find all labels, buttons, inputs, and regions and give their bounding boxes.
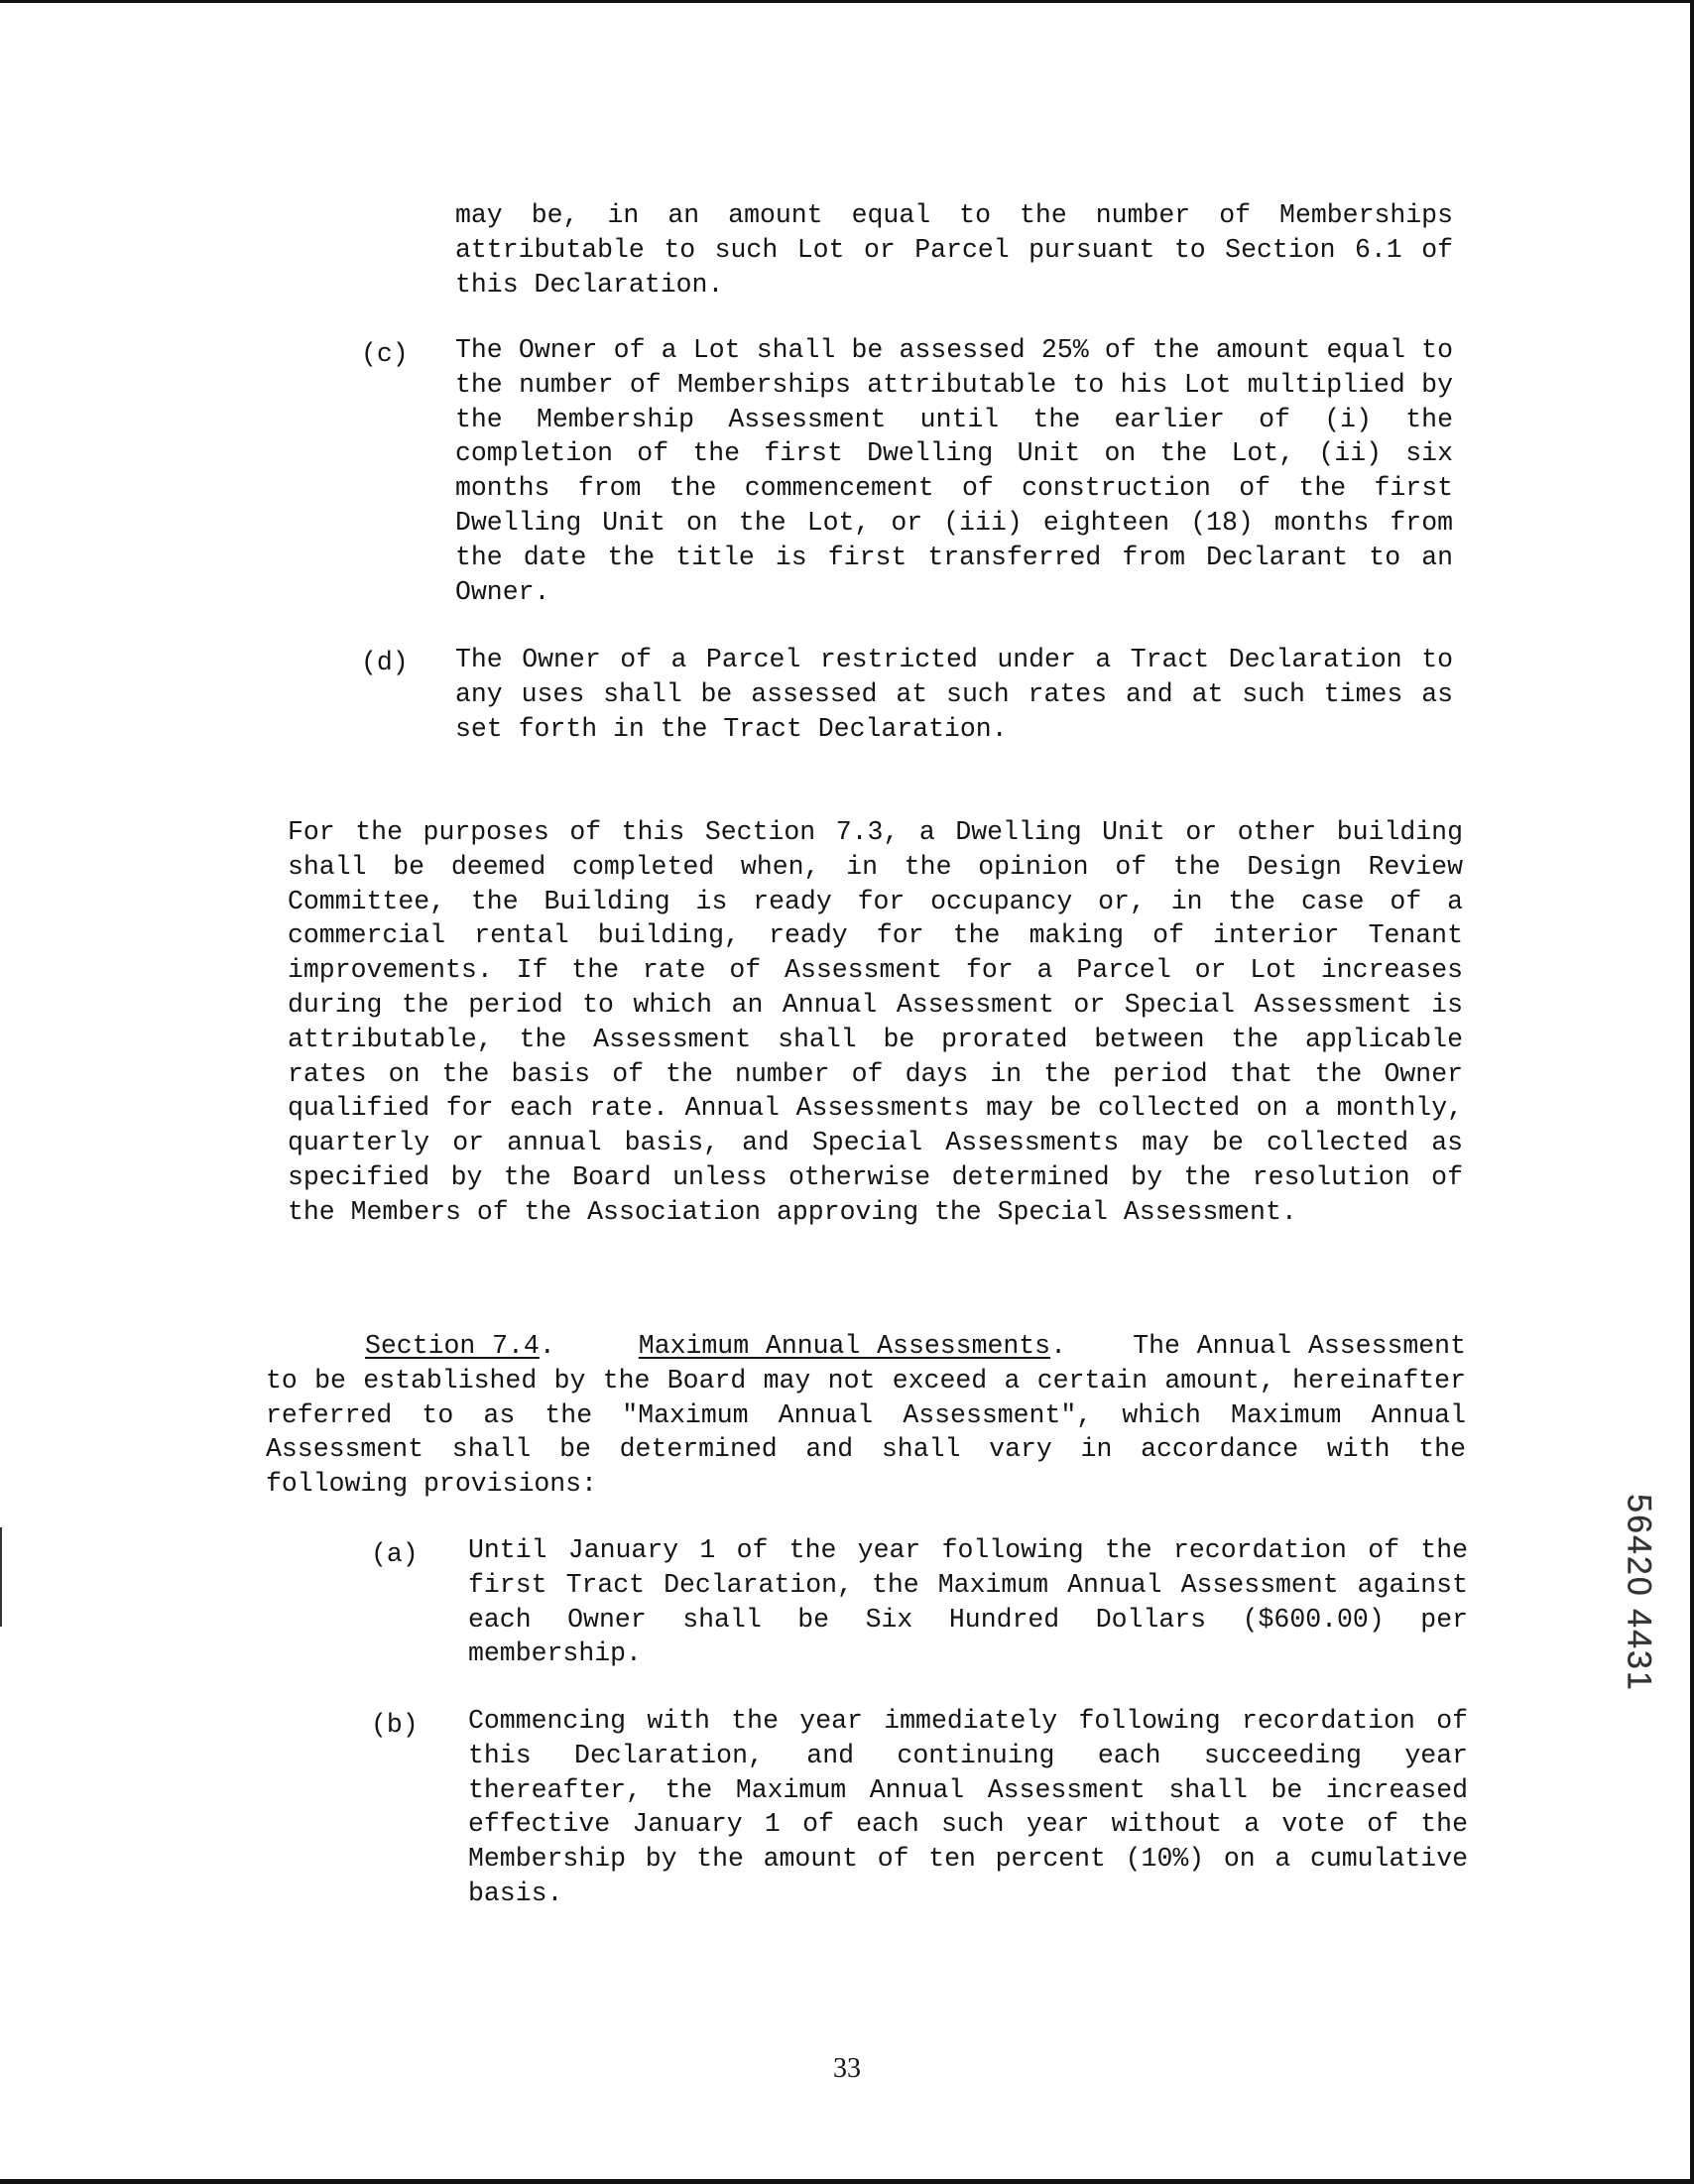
item-c-label: (c) [361,339,409,369]
scan-artifact-left [0,1527,2,1627]
page-number: 33 [833,2053,861,2084]
item-d-label: (d) [361,648,409,677]
scan-border-top [0,0,1694,3]
item-a-text: Until January 1 of the year following the recordation of the first Tract Declaration, the Maximum Annual Assessment against each Owner shall be Six Hundred Dollars ($600.00) per membership. [468,1535,1468,1669]
section-number: Section 7.4 [365,1331,540,1361]
section-body: The Annual Assessment to be established by the Board may not exceed a certain amount, hereinafter referred to as the "Maximum Annual Assessment", which Maximum Annual Assessment shall be determined and shall vary in accordance with the following provisions: [266,1331,1466,1500]
item-a-label: (a) [371,1539,419,1569]
item-d-text: The Owner of a Parcel restricted under a Tract Declaration to any uses shall be assessed at such rates and at such times as set forth in the Tract Declaration. [455,645,1453,744]
section-title: Maximum Annual Assessments [638,1331,1051,1361]
scan-border-right [1690,0,1694,2184]
item-b-label: (b) [371,1710,419,1740]
scan-border-bottom [0,2179,1694,2184]
item-b-text: Commencing with the year immediately following recordation of this Declaration, and continuing each succeeding year thereafter, the Maximum Annual Assessment shall be increased effective January 1 of each such year without a vote of the Membership by the amount of ten percent (10%) on a cumulative basis. [468,1706,1468,1908]
document-number: 56420 4431 [1620,1494,1658,1692]
purpose-paragraph: For the purposes of this Section 7.3, a Dwelling Unit or other building shall be deemed completed when, in the opinion of the Design Review Committee, the Building is ready for occupancy or, in the case of a commercial rental building, ready for the making of interior Tenant improvements. If the rate of Assessment for a Parcel or Lot increases during the period to which an Annual Assessment or Special Assessment is attributable, the Assessment shall be prorated between the applicable rates on the basis of the number of days in the period that the Owner qualified for each rate. Annual Assessments may be collected on a monthly, quarterly or annual basis, and Special Assessments may be collected as specified by the Board unless otherwise determined by the resolution of the Members of the Association approving the Special Assessment. [288,817,1463,1227]
continuation-paragraph: may be, in an amount equal to the number of Memberships attributable to such Lot or Parcel pursuant to Section 6.1 of this Declaration. [455,200,1453,300]
item-c-text: The Owner of a Lot shall be assessed 25% of the amount equal to the number of Memberships attributable to his Lot multiplied by the Membership Assessment until the earlier of (i) the completion of the first Dwelling Unit on the Lot, (ii) six months from the commencement of construction of the first Dwelling Unit on the Lot, or (iii) eighteen (18) months from the date the title is first transferred from Declarant to an Owner. [455,335,1453,607]
section-7-4-paragraph: Section 7.4. Maximum Annual Assessments. The Annual Assessment to be established by the Board may not exceed a certain amount, hereinafter referred to as the "Maximum Annual Assessment", which Maximum Annual Assessment shall be determined and shall vary in accordance with the following provisions: [266,1331,1466,1500]
